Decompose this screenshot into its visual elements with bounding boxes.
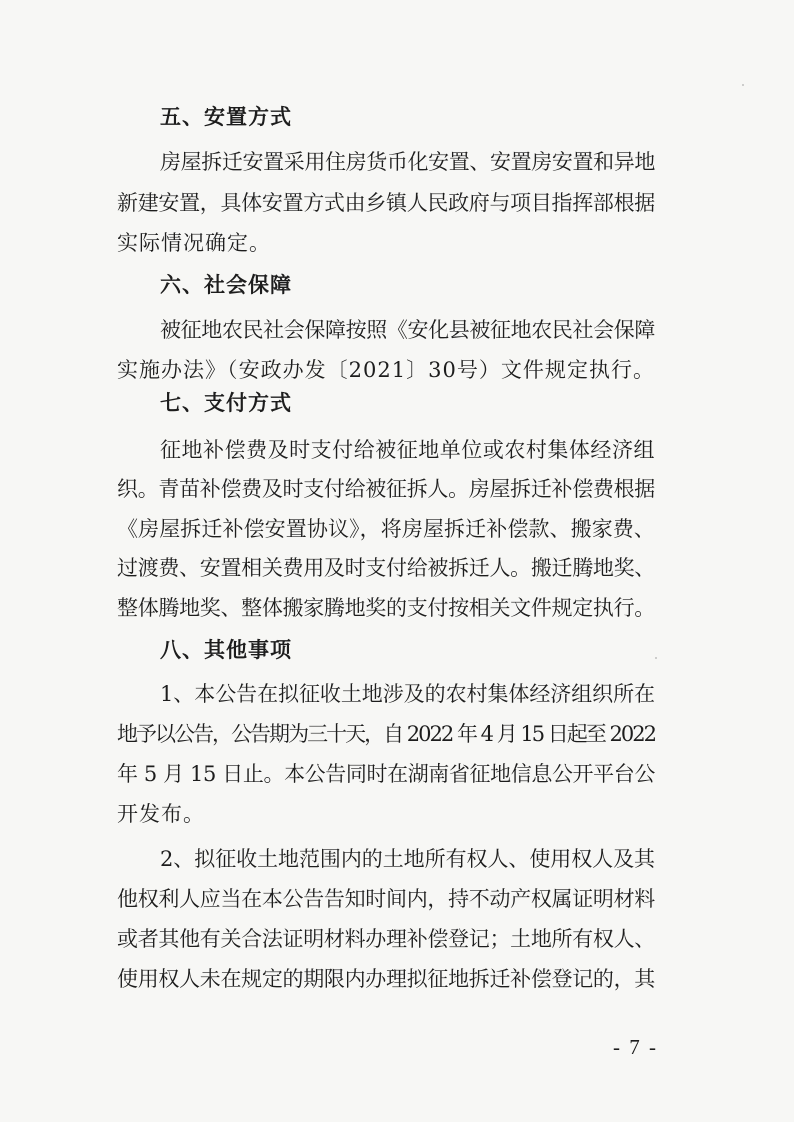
- paragraph-line: 使用权人未在规定的期限内办理拟征地拆迁补偿登记的，其: [117, 967, 655, 991]
- scan-speck: [742, 84, 744, 86]
- paragraph-line: 新建安置，具体安置方式由乡镇人民政府与项目指挥部根据: [117, 191, 655, 215]
- paragraph-line: 实施办法》（安政办发〔2021〕30号）文件规定执行。: [117, 358, 655, 382]
- paragraph-line: 《房屋拆迁补偿安置协议》，将房屋拆迁补偿款、搬家费、: [117, 517, 655, 541]
- paragraph-line: 征地补偿费及时支付给被征地单位或农村集体经济组: [160, 438, 655, 462]
- section-heading-social-security: 六、社会保障: [160, 273, 292, 297]
- paragraph-line: 1、本公告在拟征收土地涉及的农村集体经济组织所在: [160, 682, 655, 706]
- paragraph-line: 开发布。: [117, 802, 205, 826]
- paragraph-line: 他权利人应当在本公告告知时间内，持不动产权属证明材料: [117, 887, 655, 911]
- paragraph-line: 2、拟征收土地范围内的土地所有权人、使用权人及其: [160, 847, 655, 871]
- section-heading-other-matters: 八、其他事项: [160, 638, 292, 662]
- section-heading-placement: 五、安置方式: [160, 105, 292, 129]
- paragraph-line: 地予以公告，公告期为三十天，自 2022 年 4 月 15 日起至 2022: [117, 722, 655, 746]
- section-heading-payment: 七、支付方式: [160, 391, 292, 415]
- paragraph-line: 整体腾地奖、整体搬家腾地奖的支付按相关文件规定执行。: [117, 596, 655, 620]
- paragraph-line: 实际情况确定。: [117, 231, 271, 255]
- paragraph-line: 年 5 月 15 日止。本公告同时在湖南省征地信息公开平台公: [117, 762, 655, 786]
- paragraph-line: 被征地农民社会保障按照《安化县被征地农民社会保障: [160, 318, 655, 342]
- paragraph-line: 过渡费、安置相关费用及时支付给被拆迁人。搬迁腾地奖、: [117, 556, 655, 580]
- page-number: - 7 -: [613, 1035, 658, 1059]
- paragraph-line: 房屋拆迁安置采用住房货币化安置、安置房安置和异地: [160, 150, 655, 174]
- scan-speck: [655, 657, 657, 659]
- paragraph-line: 织。青苗补偿费及时支付给被征拆人。房屋拆迁补偿费根据: [117, 477, 655, 501]
- paragraph-line: 或者其他有关合法证明材料办理补偿登记；土地所有权人、: [117, 927, 655, 951]
